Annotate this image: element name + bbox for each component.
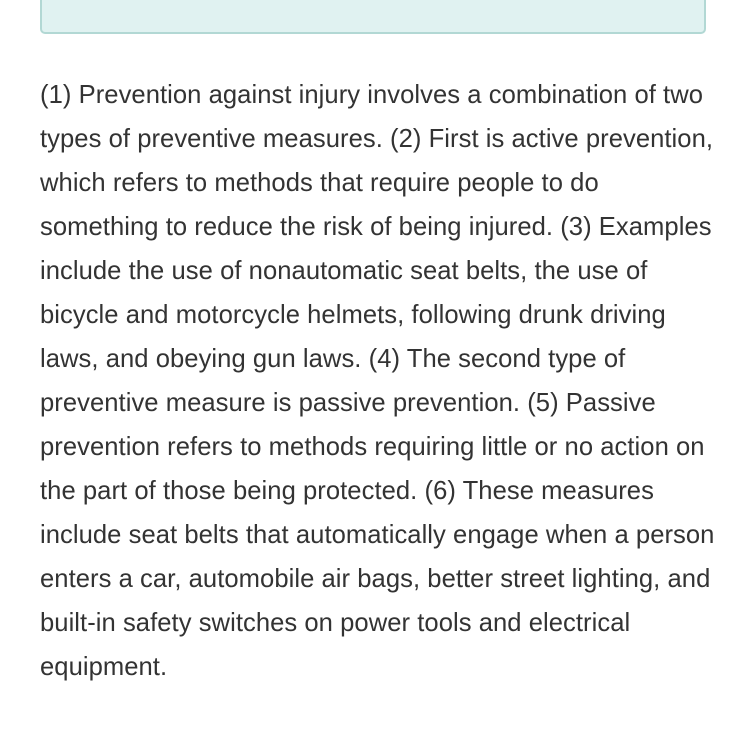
instruction-text	[60, 0, 329, 2]
instruction-box	[40, 0, 706, 34]
reading-passage: (1) Prevention against injury involves a combination of two types of preventive measures. (2) First is active prevention, which refers to methods that require people to do something to reduce the risk of being injured. (3) Examples include the use of nonautomatic seat belts, the use of bicycle and motorcycle helmets, following drunk driving laws, and obeying gun laws. (4) The second type of preventive measure is passive prevention. (5) Passive prevention refers to methods requiring little or no action on the part of those being protected. (6) These measures include seat belts that automatically engage when a person enters a car, automobile air bags, better street lighting, and built-in safety switches on power tools and electrical equipment.	[40, 81, 715, 681]
